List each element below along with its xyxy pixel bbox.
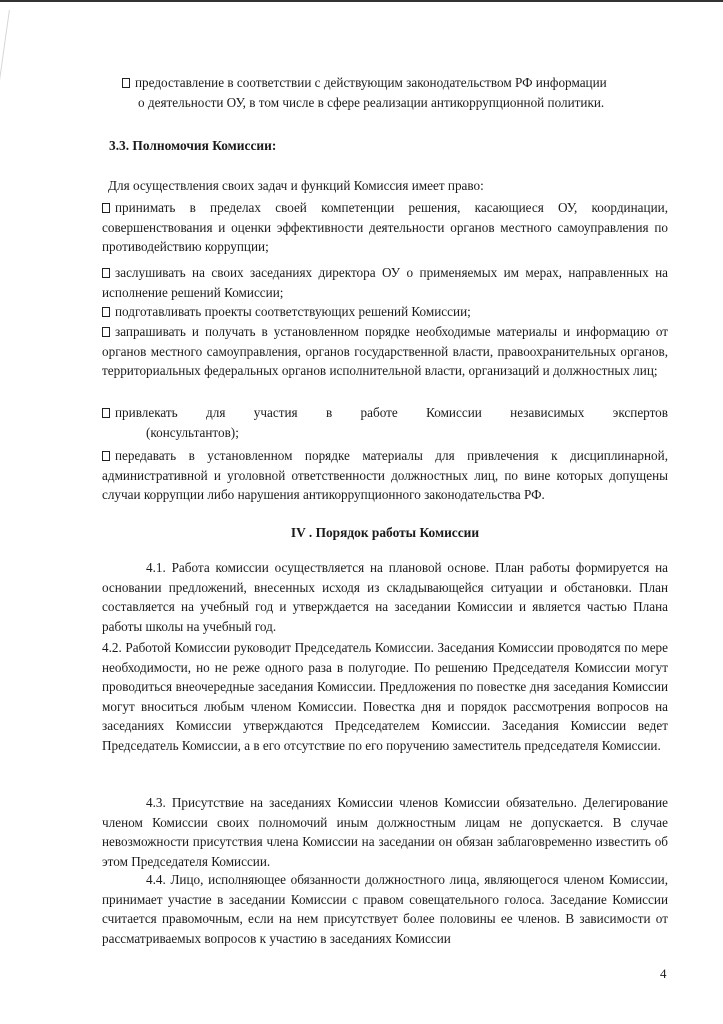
section-4-title: IV . Порядок работы Комиссии <box>290 525 480 540</box>
page-number: 4 <box>660 966 667 981</box>
power-item-3 <box>102 302 668 322</box>
paragraph-4-3: 4.3. Присутствие на заседаниях Комиссии членов Комиссии обязательно. Делегирование членом Комиссии своих полномочий иным должностным лицам не допускается. В случае невозможности присутствия члена Комиссии на заседании он обязан заблаговременно известить об этом Председателя Комиссии. <box>102 795 668 869</box>
scan-corner-mark <box>0 10 24 80</box>
intro-bullet-line2: о деятельности ОУ, в том числе в сфере реализации антикоррупционной политики. <box>138 94 605 110</box>
bullet-box-icon <box>122 78 130 88</box>
power-item-text: подготавливать проекты соответствующих решений Комиссии; <box>115 304 471 319</box>
intro-bullet <box>122 73 670 112</box>
powers-intro: Для осуществления своих задач и функций Комиссия имеет право: <box>108 178 484 193</box>
bullet-box-icon <box>102 307 110 317</box>
bullet-box-icon <box>102 408 110 418</box>
paragraph-4-4: 4.4. Лицо, исполняющее обязанности должностного лица, являющегося членом Комиссии, принимает участие в заседании Комиссии с правом совещательного голоса. Заседание Комиссии считается правомочным, если на нем присутствует более половины ее членов. В зависимости от рассматриваемых вопросов к участию в заседаниях Комиссии <box>102 872 668 946</box>
power-item-5 <box>102 403 668 442</box>
power-item-text: заслушивать на своих заседаниях директора ОУ о применяемых им мерах, направленных на исполнение решений Комиссии; <box>102 265 668 300</box>
power-item-1 <box>102 198 668 257</box>
paragraph-4-1: 4.1. Работа комиссии осуществляется на плановой основе. План работы формируется на основании предложений, внесенных исходя из складывающейся ситуации и обстановки. План составляется на учебный год и утверждается на заседании Комиссии и является частью Плана работы школы на учебный год. <box>102 560 668 634</box>
power-item-text: передавать в установленном порядке материалы для привлечения к дисциплинарной, административной и уголовной ответственности должностных лиц, по вине которых допущены случаи коррупции либо нарушения антикоррупционного законодательства РФ. <box>102 448 668 503</box>
paragraph-4-2: 4.2. Работой Комиссии руководит Председатель Комиссии. Заседания Комиссии проводятся по мере необходимости, но не реже одного раза в полугодие. По решению Председателя Комиссии могут проводиться внеочередные заседания Комиссии. Предложения по повестке дня заседания Комиссии могут вноситься любым членом Комиссии. Повестка дня и порядок рассмотрения вопросов на заседаниях Комиссии утверждаются Председателем Комиссии. Заседания Комиссии ведет Председатель Комиссии, а в его отсутствие по его поручению заместитель председателя Комиссии. <box>102 640 668 753</box>
power-item-text: привлекать для участия в работе Комиссии независимых экспертов <box>115 405 668 420</box>
bullet-box-icon <box>102 451 110 461</box>
power-item-2 <box>102 263 668 302</box>
bullet-box-icon <box>102 268 110 278</box>
intro-bullet-line1: предоставление в соответствии с действующим законодательством РФ информации <box>135 75 607 90</box>
power-item-text: запрашивать и получать в установленном порядке необходимые материалы и информацию от органов местного самоуправления, органов государственной власти, правоохранительных органов, территориальных федеральных органов исполнительной власти, организаций и должностных лиц; <box>102 324 668 379</box>
section-33-title: 3.3. Полномочия Комиссии: <box>109 138 277 153</box>
bullet-box-icon <box>102 327 110 337</box>
bullet-box-icon <box>102 203 110 213</box>
power-item-4 <box>102 322 668 381</box>
power-item-text: принимать в пределах своей компетенции решения, касающиеся ОУ, координации, совершенствования и оценки эффективности деятельности органов местного самоуправления по противодействию коррупции; <box>102 200 668 255</box>
scan-top-edge <box>0 0 723 2</box>
power-item-text-cont: (консультантов); <box>146 424 239 440</box>
power-item-6 <box>102 446 668 505</box>
